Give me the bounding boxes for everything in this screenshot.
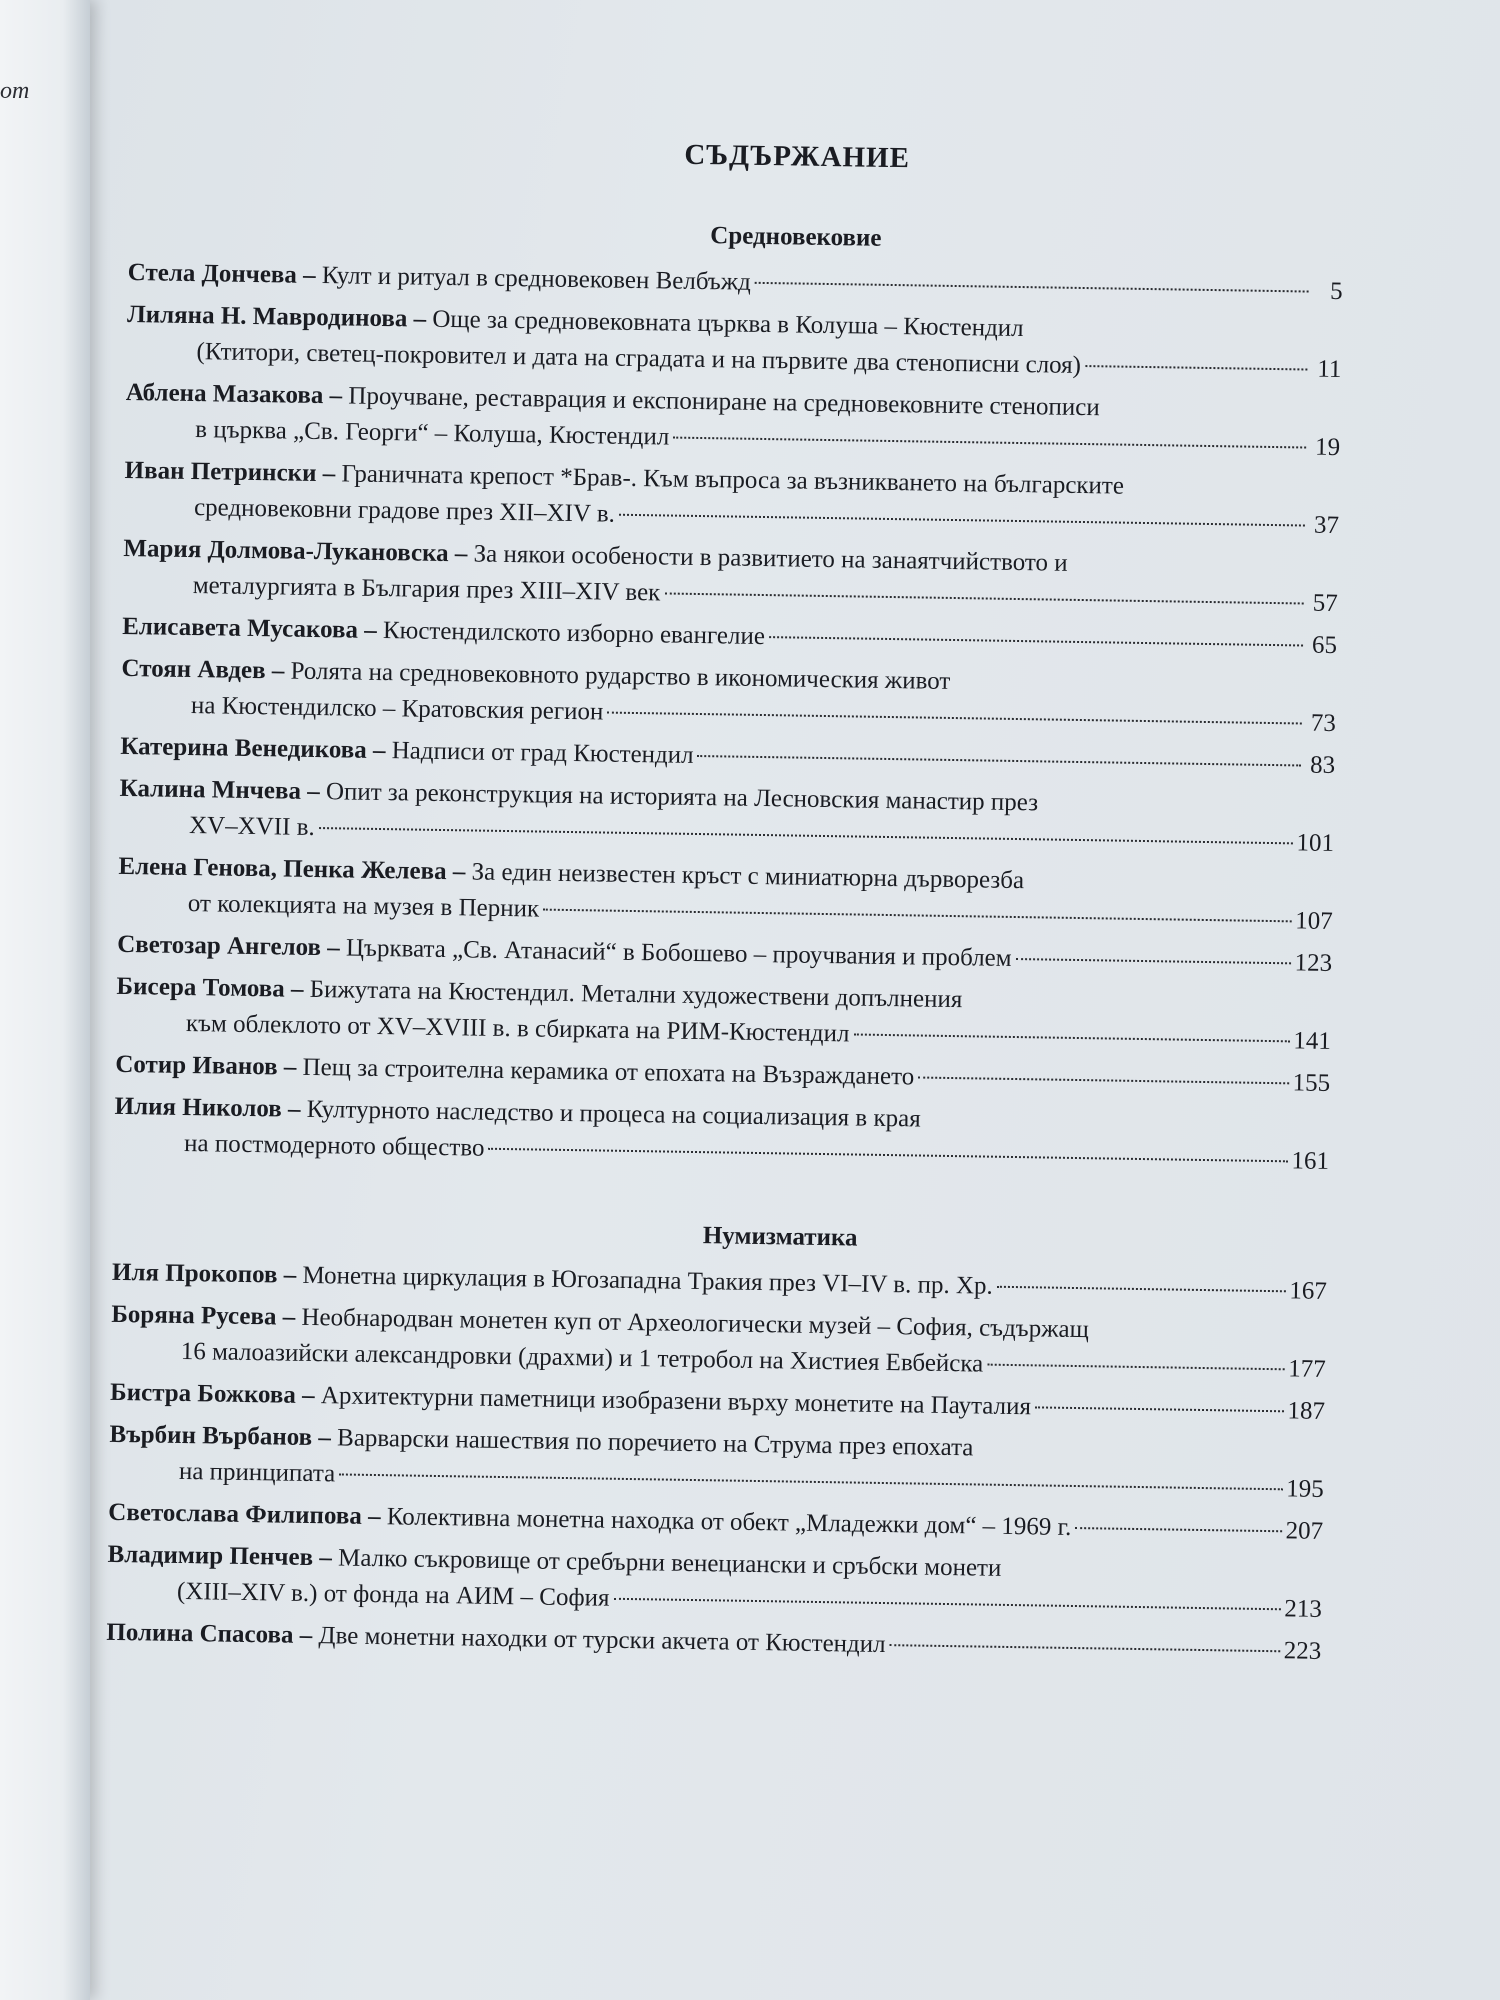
entry-dash: – [300,777,327,806]
toc-entry [116,969,1332,1060]
dot-leader [619,514,1305,527]
entry-title-text: За някои особености в развитието на занаятчийството и [473,540,1068,577]
toc-entry [124,453,1340,544]
entry-title-text: Надписи от град Кюстендил [391,737,694,769]
entry-title-text: 16 малоазийски александровки (драхми) и 1 тетробол на Хистиея Евбейска [180,1337,984,1378]
entry-author: Елена Генова, Пенка Желева [118,852,447,886]
entry-page-number: 65 [1311,631,1338,660]
toc-entry [126,297,1342,388]
entry-title-text: на постмодерното общество [183,1129,485,1162]
toc-entry [118,849,1334,940]
entry-page-number: 57 [1312,589,1338,618]
entry-dash: – [276,1303,302,1331]
entry-dash: – [366,736,392,765]
entry-author: Елисавета Мусакова [121,612,359,644]
entry-dash: – [284,975,310,1003]
entry-title-text: (XIII–XIV в.) от фонда на АИМ – София [176,1577,610,1612]
toc-entry [111,1297,1327,1388]
entry-page-number: 83 [1309,751,1336,780]
dot-leader [918,1076,1289,1084]
entry-author: Лиляна Н. Мавродинова [126,300,408,333]
dot-leader [673,437,1306,449]
entry-page-number: 19 [1314,433,1341,462]
dot-leader [1016,958,1291,964]
entry-author: Стела Дончева [127,258,298,289]
entry-dash: – [293,1621,319,1650]
entry-title-text: Пещ за строителна керамика от епохата на Възраждането [302,1053,915,1091]
dot-leader [1075,1527,1281,1532]
entry-title-text: на принципата [178,1457,336,1488]
entry-author: Владимир Пенчев [107,1540,314,1572]
entry-title-text: (Ктитори, светец-покровител и дата на сградата и на първите два стенописни слоя) [196,338,1082,379]
entry-title-text: Кюстендилското изборно евангелие [382,617,766,651]
entry-author: Боряна Русева [111,1300,277,1331]
entry-author: Стоян Авдев [121,654,266,685]
section-heading: Нумизматика [702,1222,858,1252]
dot-leader [607,712,1301,725]
dot-leader [488,1148,1287,1163]
entry-page-number: 123 [1294,949,1333,977]
edge-text: от [0,78,30,104]
entry-dash: – [281,1095,308,1123]
entry-title-text: Бижутата на Кюстендил. Метални художествени допълнения [309,975,963,1014]
dot-leader [698,755,1302,766]
entry-page-number: 5 [1329,277,1343,306]
dot-leader [664,592,1303,604]
entry-page-number: 101 [1296,829,1335,857]
entry-title-text: Монетна циркулация в Югозападна Тракия през VI–IV в. пр. Хр. [302,1261,993,1300]
entry-author: Светослава Филипова [108,1498,363,1530]
entry-dash: – [311,1424,338,1452]
entry-title-text: За един неизвестен кръст с миниатюрна дърворезба [471,858,1025,895]
entry-title-text: Ролята на средновековното рударство в икономическия живот [290,657,951,695]
entry-page-number: 223 [1283,1637,1322,1665]
dot-leader [1035,1406,1284,1412]
entry-dash: – [277,1053,303,1081]
dot-leader [319,827,1293,844]
book-spine [0,0,90,2000]
toc-sections [106,213,1343,1670]
entry-dash: – [361,1502,388,1531]
entry-title-text: Варварски нашествия по поречието на Струма през епохата [336,1424,974,1462]
dot-leader [987,1364,1284,1371]
entry-author: Иван Петрински [124,456,317,487]
entry-title-text: Две монетни находки от турски акчета от Кюстендил [318,1622,886,1659]
entry-dash: – [277,1261,303,1289]
entry-title-text: Още за средновековната църква в Колуша – Кюстендил [432,305,1024,343]
entry-page-number: 187 [1287,1397,1326,1425]
toc-entry [114,1089,1330,1180]
entry-title-text: Опит за реконструкция на историята на Лесновския манастир през [325,778,1039,817]
toc-entry [123,531,1339,622]
entry-author: Бисера Томова [116,972,285,1003]
entry-dash: – [295,1381,322,1410]
entry-author: Сотир Иванов [115,1050,278,1081]
section-heading: Средновековие [710,222,882,252]
entry-title-text: Необнародван монетен куп от Археологически музей – София, съдържащ [301,1303,1090,1344]
entry-page-number: 73 [1310,709,1337,738]
entry-author: Бистра Божкова [109,1378,297,1409]
dot-leader [890,1644,1280,1652]
entry-page-number: 37 [1313,511,1340,540]
entry-page-number: 177 [1287,1355,1326,1383]
entry-title-text: на Кюстендилско – Кратовския регион [190,692,604,726]
entry-dash: – [320,934,347,962]
toc-entry [121,651,1337,742]
entry-title-text: Архитектурни паметници изобразени върху монетите на Пауталия [320,1382,1032,1421]
entry-page-number: 141 [1293,1027,1332,1055]
dot-leader [543,909,1291,923]
toc-entry [125,375,1341,466]
dot-leader [755,282,1309,293]
entry-dash: – [407,305,433,333]
dot-leader [997,1286,1286,1293]
dot-leader [614,1598,1281,1610]
entry-title-text: Граничната крепост *Брав-. Към въпроса за възникването на българските [341,460,1125,500]
entry-author: Катерина Венедикова [120,732,367,764]
entry-page-number: 195 [1286,1475,1325,1503]
entry-title-text: Колективна монетна находка от обект „Младежки дом“ – 1969 г. [386,1503,1072,1541]
entry-title-text: в църква „Св. Георги“ – Колуша, Кюстендил [195,416,670,451]
entry-author: Илия Николов [114,1092,283,1123]
entry-title-text: Културното наследство и процеса на социализация в края [306,1095,921,1133]
entry-title-text: Култ и ритуал в средновековен Велбъжд [321,262,752,296]
dot-leader [853,1033,1289,1042]
entry-page-number: 213 [1284,1595,1323,1623]
table-of-contents [106,130,1345,1676]
entry-author: Светозар Ангелов [116,930,322,962]
entry-dash: – [357,616,384,645]
toc-entry [109,1417,1325,1508]
entry-title-text: XV–XVII в. [188,812,315,841]
dot-leader [1085,365,1307,370]
entry-page-number: 207 [1285,1517,1324,1545]
entry-dash: – [323,382,349,410]
entry-page-number: 161 [1291,1147,1330,1175]
entry-title-text: Църквата „Св. Атанасий“ в Бобошево – проучвания и проблем [345,934,1012,972]
entry-author: Мария Долмова-Лукановска [123,534,449,568]
entry-title-text: средновековни градове през XII–XIV в. [193,494,616,528]
entry-title-text: към облеклото от XV–XVIII в. в сбирката на РИМ-Кюстендил [185,1009,850,1048]
page-title: СЪДЪРЖАНИЕ [684,138,911,175]
entry-dash: – [448,540,474,568]
entry-title-text: Проучване, реставрация и експониране на средновековните стенописи [348,382,1100,422]
entry-author: Калина Мнчева [119,774,302,805]
entry-author: Аблена Мазакова [125,378,324,410]
entry-author: Иля Прокопов [111,1258,278,1289]
entry-dash: – [312,1544,339,1572]
entry-dash: – [446,858,472,886]
toc-entry [107,1537,1323,1628]
entry-page-number: 107 [1295,907,1333,935]
entry-dash: – [296,261,323,290]
entry-dash: – [316,459,342,488]
dot-leader [769,636,1303,646]
entry-title-text: металургията в България през XIII–XIV век [192,572,661,607]
entry-page-number: 155 [1292,1069,1331,1097]
entry-author: Полина Спасова [106,1618,294,1649]
entry-page-number: 167 [1289,1277,1328,1305]
entry-author: Върбин Върбанов [109,1420,313,1452]
entry-dash: – [265,657,291,685]
entry-title-text: Малко съкровище от сребърни венециански и сръбски монети [337,1544,1002,1582]
entry-page-number: 11 [1317,355,1342,384]
toc-entry [119,771,1335,862]
entry-title-text: от колекцията на музея в Перник [187,890,540,923]
dot-leader [339,1473,1282,1490]
